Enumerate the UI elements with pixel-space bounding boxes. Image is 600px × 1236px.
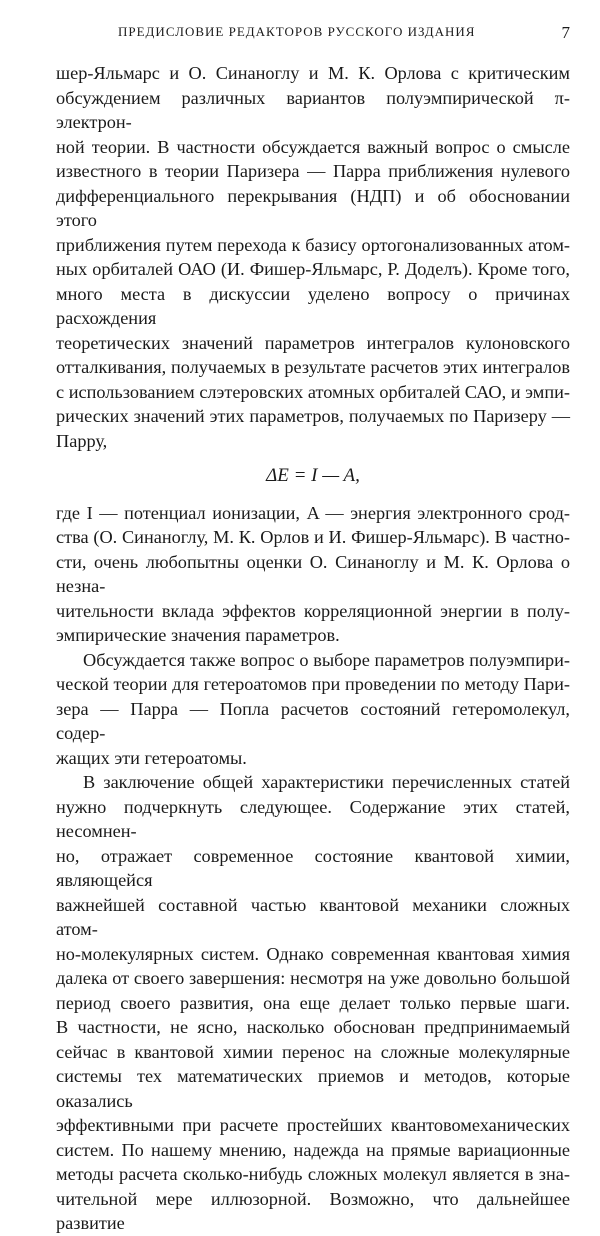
paragraph-4 (56, 770, 570, 1236)
text-line: В частности, не ясно, насколько обоснован предпринимаемый (56, 1017, 570, 1037)
text-line: дифференциального перекрывания (НДП) и об обосновании этого (56, 185, 570, 230)
paragraph-1 (56, 61, 570, 453)
text-line: Парру, (56, 430, 108, 451)
text-line: сейчас в квантовой химии перенос на сложные молекулярные (56, 1041, 570, 1062)
text-line: эффективными при расчете простейших квантовомеханических (56, 1115, 570, 1135)
text-line: системы тех математических приемов и методов, которые оказались (56, 1066, 570, 1111)
text-line: нужно подчеркнуть следующее. Содержание этих статей, несомнен- (56, 796, 570, 841)
text-line: методы расчета сколько-нибудь сложных молекул является в зна- (56, 1164, 570, 1184)
paragraph-3 (56, 648, 570, 771)
text-line: ных орбиталей ОАО (И. Фишер-Яльмарс, Р. Доделъ). Кроме того, (56, 259, 570, 279)
formula: ΔE = I — A, (266, 465, 360, 486)
text-line: систем. По нашему мнению, надежда на прямые вариационные (56, 1139, 570, 1160)
text-line: важнейшей составной частью квантовой механики сложных атом- (56, 894, 570, 939)
text-line: шер-Яльмарс и О. Синаноглу и М. К. Орлова с критическим (56, 63, 570, 83)
text-line: известного в теории Паризера — Парра приближения нулевого (56, 161, 570, 181)
text-line: но, отражает современное состояние квантовой химии, являющейся (56, 845, 570, 890)
text-line: рических значений этих параметров, получаемых по Паризеру — (56, 406, 570, 426)
text-line: чительности вклада эффектов корреляционной энергии в полу- (56, 600, 570, 621)
running-header (118, 24, 570, 44)
text-line: где I — потенциал ионизации, A — энергия электронного срод- (56, 502, 570, 523)
text-line: но-молекулярных систем. Однако современная квантовая химия (56, 943, 570, 964)
text-line: жащих эти гетероатомы. (56, 747, 247, 768)
text-line: период своего развития, она еще делает только первые шаги. (56, 992, 570, 1013)
text-line: ства (О. Синаноглу, М. К. Орлов и И. Фишер-Яльмарс). В частно- (56, 527, 570, 547)
text-line: обсуждением различных вариантов полуэмпирической π-электрон- (56, 87, 570, 132)
text-line: отталкивания, получаемых в результате расчетов этих интегралов (56, 357, 570, 377)
text-line: эмпирические значения параметров. (56, 625, 340, 645)
text-line: много места в дискуссии уделено вопросу о причинах расхождения (56, 283, 570, 328)
text-line: приближения путем перехода к базису ортогонализованных атом- (56, 234, 570, 255)
paragraph-2 (56, 501, 570, 648)
text-line: ной теории. В частности обсуждается важный вопрос о смысле (56, 136, 570, 157)
text-line: чительной мере иллюзорной. Возможно, что дальнейшее развитие (56, 1188, 570, 1233)
text-line: В заключение общей характеристики перечисленных статей (83, 772, 570, 792)
text-line: зера — Парра — Попла расчетов состояний гетеромолекул, содер- (56, 698, 570, 743)
text-line: Обсуждается также вопрос о выборе параметров полуэмпири- (83, 649, 570, 670)
text-line: далека от своего завершения: несмотря на уже довольно большой (56, 968, 570, 988)
text-line: ческой теории для гетероатомов при проведении по методу Пари- (56, 674, 570, 694)
text-line: теоретических значений параметров интегралов кулоновского (56, 332, 570, 353)
text-line: сти, очень любопытны оценки О. Синаноглу и М. К. Орлова о незна- (56, 551, 570, 596)
body-text (56, 61, 570, 1236)
page-number: 7 (561, 23, 570, 42)
text-line: с использованием слэтеровских атомных орбиталей САО, и эмпи- (56, 381, 570, 402)
running-title: ПРЕДИСЛОВИЕ РЕДАКТОРОВ РУССКОГО ИЗДАНИЯ (118, 24, 476, 39)
